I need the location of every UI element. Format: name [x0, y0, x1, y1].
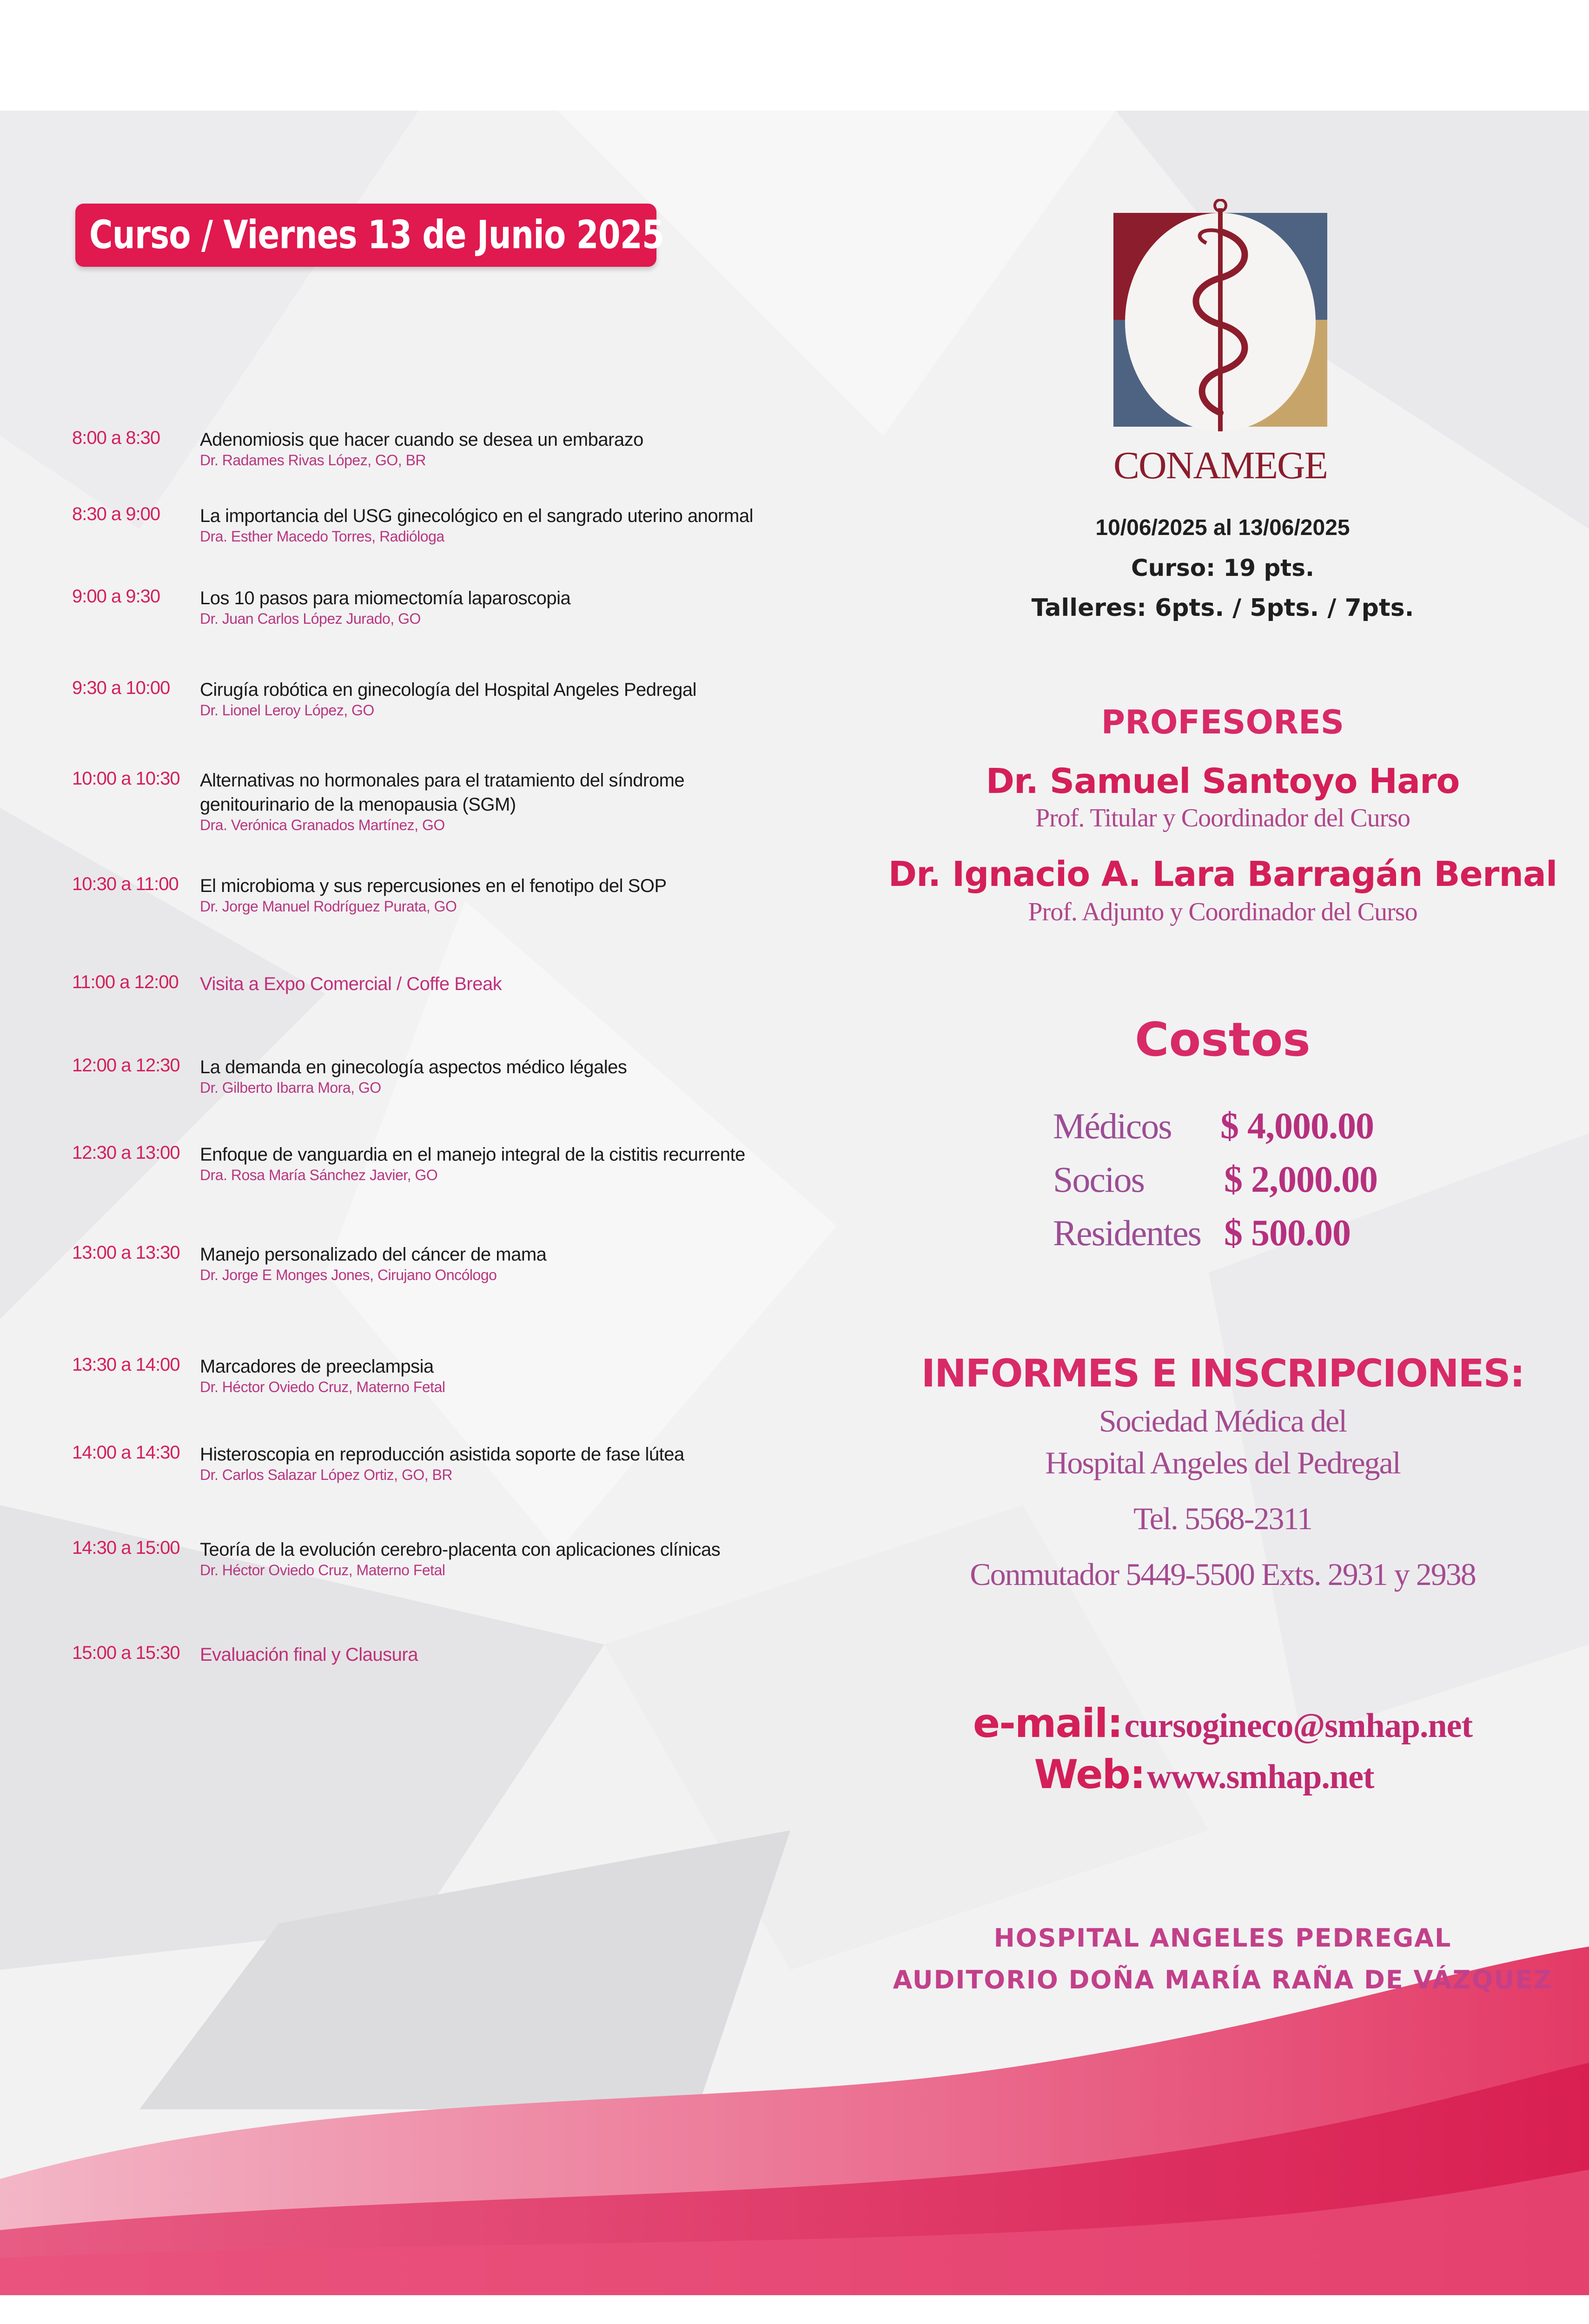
agenda-speaker: Dr. Jorge Manuel Rodríguez Purata, GO — [200, 898, 457, 915]
agenda-speaker: Dr. Héctor Oviedo Cruz, Materno Fetal — [200, 1562, 445, 1578]
cost-value: $ 4,000.00 — [1220, 1106, 1374, 1147]
course-dates: 10/06/2025 al 13/06/2025 — [1095, 515, 1350, 540]
agenda-time: 14:30 a 15:00 — [72, 1538, 180, 1558]
agenda-speaker: Dr. Gilberto Ibarra Mora, GO — [200, 1079, 381, 1096]
agenda-topic: Marcadores de preeclampsia — [200, 1356, 434, 1377]
logo-text: CONAMEGE — [1113, 444, 1327, 487]
agenda-speaker: Dr. Juan Carlos López Jurado, GO — [200, 610, 421, 627]
agenda-speaker: Dra. Esther Macedo Torres, Radióloga — [200, 528, 444, 545]
society-hospital: Hospital Angeles del Pedregal — [1045, 1445, 1400, 1480]
agenda-topic: Alternativas no hormonales para el tratamiento del síndrome genitourinario de la menopausia (SGM) — [200, 770, 685, 815]
email-link[interactable]: cursogineco@smhap.net — [1124, 1707, 1473, 1745]
costs-heading: Costos — [1135, 1012, 1311, 1067]
professors-heading: PROFESORES — [1101, 703, 1344, 741]
agenda-time: 13:30 a 14:00 — [72, 1354, 180, 1375]
agenda-topic: El microbioma y sus repercusiones en el fenotipo del SOP — [200, 876, 667, 896]
agenda-topic: Histeroscopia en reproducción asistida soporte de fase lútea — [200, 1444, 684, 1465]
conamege-logo — [1113, 199, 1327, 487]
cost-value: $ 500.00 — [1224, 1213, 1351, 1254]
course-points: Curso: 19 pts. — [1131, 555, 1314, 581]
agenda-time: 13:00 a 13:30 — [72, 1242, 180, 1263]
agenda-time: 9:30 a 10:00 — [72, 678, 170, 698]
agenda-topic: La demanda en ginecología aspectos médico légales — [200, 1057, 627, 1077]
agenda-time: 10:30 a 11:00 — [72, 874, 179, 894]
flyer-page — [0, 111, 1589, 2295]
switchboard-number: Conmutador 5449-5500 Exts. 2931 y 2938 — [970, 1557, 1476, 1592]
agenda-time: 15:00 a 15:30 — [72, 1643, 180, 1663]
agenda-speaker: Dr. Lionel Leroy López, GO — [200, 702, 374, 719]
agenda-time: 9:00 a 9:30 — [72, 586, 160, 607]
agenda-time: 12:30 a 13:00 — [72, 1142, 180, 1163]
course-title-banner — [75, 204, 664, 267]
agenda-time: 11:00 a 12:00 — [72, 972, 179, 992]
agenda-topic: La importancia del USG ginecológico en el sangrado uterino anormal — [200, 506, 753, 526]
agenda-topic: Los 10 pasos para miomectomía laparoscopia — [200, 588, 571, 608]
agenda-speaker: Dr. Radames Rivas López, GO, BR — [200, 452, 426, 469]
agenda-time: 10:00 a 10:30 — [72, 768, 180, 789]
email-line — [874, 1700, 1571, 1747]
venue-auditorium: AUDITORIO DOÑA MARÍA RAÑA DE VÁZQUEZ — [893, 1965, 1553, 1994]
cost-row — [1053, 1159, 1471, 1205]
agenda-topic: Teoría de la evolución cerebro-placenta con aplicaciones clínicas — [200, 1539, 721, 1560]
phone-number: Tel. 5568-2311 — [1133, 1501, 1312, 1536]
agenda-speaker: Dra. Verónica Granados Martínez, GO — [200, 817, 445, 833]
agenda-time: 12:00 a 12:30 — [72, 1055, 180, 1076]
agenda-speaker: Dr. Héctor Oviedo Cruz, Materno Fetal — [200, 1379, 445, 1395]
agenda-speaker: Dr. Carlos Salazar López Ortiz, GO, BR — [200, 1466, 452, 1483]
cost-label: Socios — [1053, 1159, 1145, 1200]
venue-hospital: HOSPITAL ANGELES PEDREGAL — [993, 1923, 1452, 1953]
agenda-topic: Enfoque de vanguardia en el manejo integral de la cistitis recurrente — [200, 1144, 745, 1165]
web-label: Web: — [1034, 1751, 1145, 1798]
agenda-speaker: Dr. Jorge E Monges Jones, Cirujano Oncólogo — [200, 1267, 497, 1283]
web-line — [855, 1751, 1553, 1798]
agenda-time: 14:00 a 14:30 — [72, 1442, 180, 1463]
cost-row — [1053, 1212, 1471, 1259]
agenda-topic: Manejo personalizado del cáncer de mama — [200, 1244, 547, 1265]
email-label: e-mail: — [973, 1700, 1122, 1747]
workshop-points: Talleres: 6pts. / 5pts. / 7pts. — [1031, 594, 1414, 622]
web-link[interactable]: www.smhap.net — [1146, 1758, 1374, 1796]
society-name: Sociedad Médica del — [1099, 1403, 1347, 1439]
cost-value: $ 2,000.00 — [1224, 1159, 1377, 1200]
agenda-time: 8:00 a 8:30 — [72, 428, 160, 448]
professor-name: Dr. Ignacio A. Lara Barragán Bernal — [888, 854, 1557, 894]
cost-label: Residentes — [1053, 1213, 1201, 1253]
agenda-topic: Visita a Expo Comercial / Coffe Break — [200, 974, 502, 994]
info-heading: INFORMES E INSCRIPCIONES: — [921, 1352, 1524, 1396]
course-title: Curso / Viernes 13 de Junio 2025 — [89, 212, 664, 257]
agenda-speaker: Dra. Rosa María Sánchez Javier, GO — [200, 1167, 438, 1183]
professor-role: Prof. Adjunto y Coordinador del Curso — [1028, 898, 1417, 926]
agenda-time: 8:30 a 9:00 — [72, 504, 160, 524]
cost-row — [1053, 1105, 1471, 1152]
agenda-topic: Cirugía robótica en ginecología del Hospital Angeles Pedregal — [200, 680, 696, 700]
professor-role: Prof. Titular y Coordinador del Curso — [1035, 804, 1410, 832]
professor-name: Dr. Samuel Santoyo Haro — [986, 761, 1460, 801]
agenda-topic: Evaluación final y Clausura — [200, 1644, 418, 1665]
agenda-topic: Adenomiosis que hacer cuando se desea un embarazo — [200, 429, 643, 450]
cost-label: Médicos — [1053, 1106, 1172, 1146]
